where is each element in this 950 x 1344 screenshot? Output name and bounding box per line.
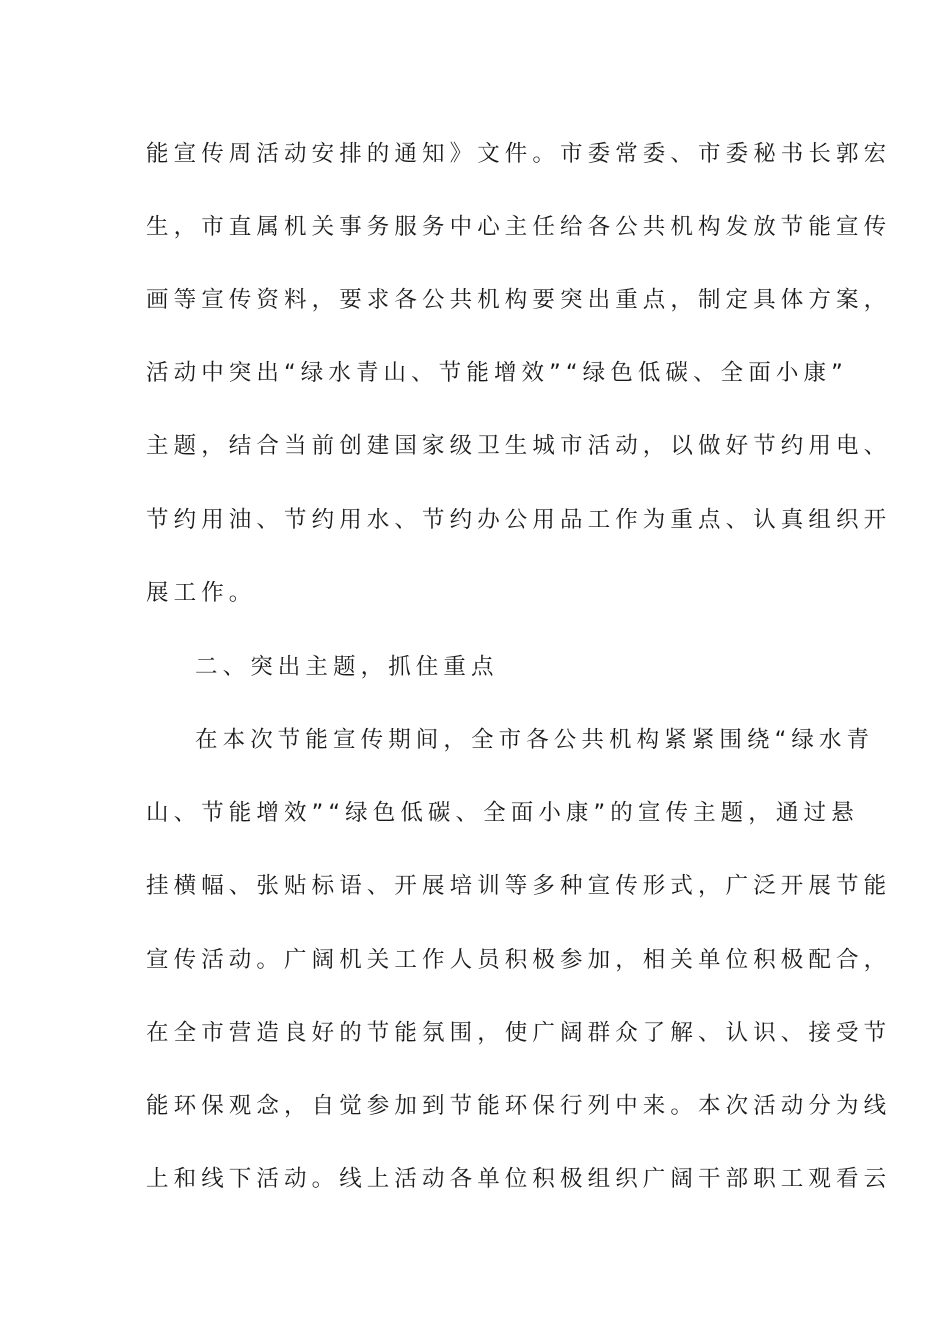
paragraph-line: 主题，结合当前创建国家级卫生城市活动，以做好节约用电、 (146, 433, 892, 459)
paragraph-line: 节约用油、节约用水、节约办公用品工作为重点、认真组织开 (146, 507, 892, 533)
paragraph-line: 山、节能增效”“绿色低碳、全面小康”的宣传主题，通过悬 (146, 800, 859, 826)
paragraph-line: 在本次节能宣传期间，全市各公共机构紧紧围绕“绿水青 (195, 727, 875, 753)
section-heading: 二、突出主题，抓住重点 (195, 654, 499, 680)
paragraph-line: 挂横幅、张贴标语、开展培训等多种宣传形式，广泛开展节能 (146, 873, 892, 899)
paragraph-line: 活动中突出“绿水青山、节能增效”“绿色低碳、全面小康” (146, 360, 848, 386)
paragraph-line: 生，市直属机关事务服务中心主任给各公共机构发放节能宣传 (146, 214, 892, 240)
paragraph-line: 展工作。 (146, 580, 257, 606)
paragraph-line: 画等宣传资料，要求各公共机构要突出重点，制定具体方案， (146, 287, 892, 313)
paragraph-line: 能环保观念，自觉参加到节能环保行列中来。本次活动分为线 (146, 1093, 892, 1119)
paragraph-line: 能宣传周活动安排的通知》文件。市委常委、市委秘书长郭宏 (146, 141, 892, 167)
paragraph-line: 在全市营造良好的节能氛围，使广阔群众了解、认识、接受节 (146, 1020, 892, 1046)
paragraph-line: 上和线下活动。线上活动各单位积极组织广阔干部职工观看云 (146, 1166, 892, 1192)
paragraph-line: 宣传活动。广阔机关工作人员积极参加，相关单位积极配合， (146, 947, 892, 973)
